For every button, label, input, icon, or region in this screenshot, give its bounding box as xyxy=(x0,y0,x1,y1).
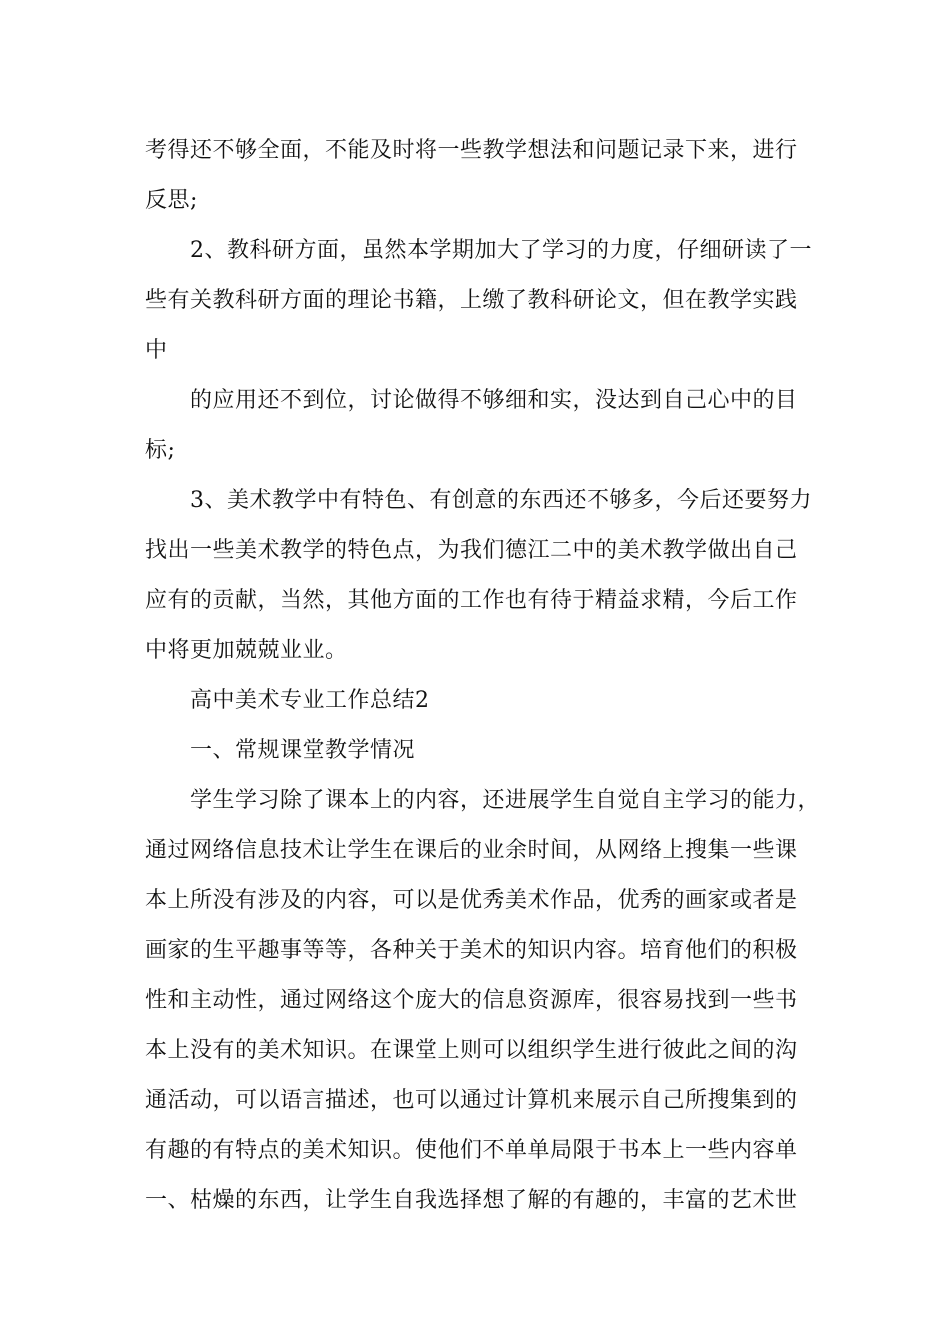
text-line: 反思; xyxy=(145,188,198,213)
text-line: 中 xyxy=(145,338,168,363)
text-line: 本上所没有涉及的内容，可以是优秀美术作品，优秀的画家或者是 xyxy=(145,888,798,913)
text-line: 应有的贡献，当然，其他方面的工作也有待于精益求精，今后工作 xyxy=(145,588,798,613)
paragraph-start-line: 学生学习除了课本上的内容，还进展学生自觉自主学习的能力， xyxy=(190,788,821,813)
text-line: 画家的生平趣事等等，各种关于美术的知识内容。培育他们的积极 xyxy=(145,938,798,963)
section-title: 高中美术专业工作总结2 xyxy=(190,688,430,713)
text-line: 找出一些美术教学的特色点，为我们德江二中的美术教学做出自己 xyxy=(145,538,798,563)
text-line: 通过网络信息技术让学生在课后的业余时间，从网络上搜集一些课 xyxy=(145,838,798,863)
paragraph-start-line: 2、教科研方面，虽然本学期加大了学习的力度，仔细研读了一 xyxy=(190,238,812,263)
text-line: 性和主动性，通过网络这个庞大的信息资源库，很容易找到一些书 xyxy=(145,988,798,1013)
text-line: 些有关教科研方面的理论书籍，上缴了教科研论文，但在教学实践 xyxy=(145,288,798,313)
text-line: 中将更加兢兢业业。 xyxy=(145,638,348,663)
text-line: 标; xyxy=(145,438,176,463)
text-line: 通活动，可以语言描述，也可以通过计算机来展示自己所搜集到的 xyxy=(145,1088,798,1113)
text-line: 有趣的有特点的美术知识。使他们不单单局限于书本上一些内容单 xyxy=(145,1138,798,1163)
paragraph-start-line: 3、美术教学中有特色、有创意的东西还不够多，今后还要努力 xyxy=(190,488,812,513)
text-line: 一、枯燥的东西，让学生自我选择想了解的有趣的，丰富的艺术世 xyxy=(145,1188,798,1213)
text-line: 本上没有的美术知识。在课堂上则可以组织学生进行彼此之间的沟 xyxy=(145,1038,798,1063)
text-line: 考得还不够全面，不能及时将一些教学想法和问题记录下来，进行 xyxy=(145,138,798,163)
section-heading: 一、常规课堂教学情况 xyxy=(190,738,416,763)
paragraph-start-line: 的应用还不到位，讨论做得不够细和实，没达到自己心中的目 xyxy=(190,388,798,413)
